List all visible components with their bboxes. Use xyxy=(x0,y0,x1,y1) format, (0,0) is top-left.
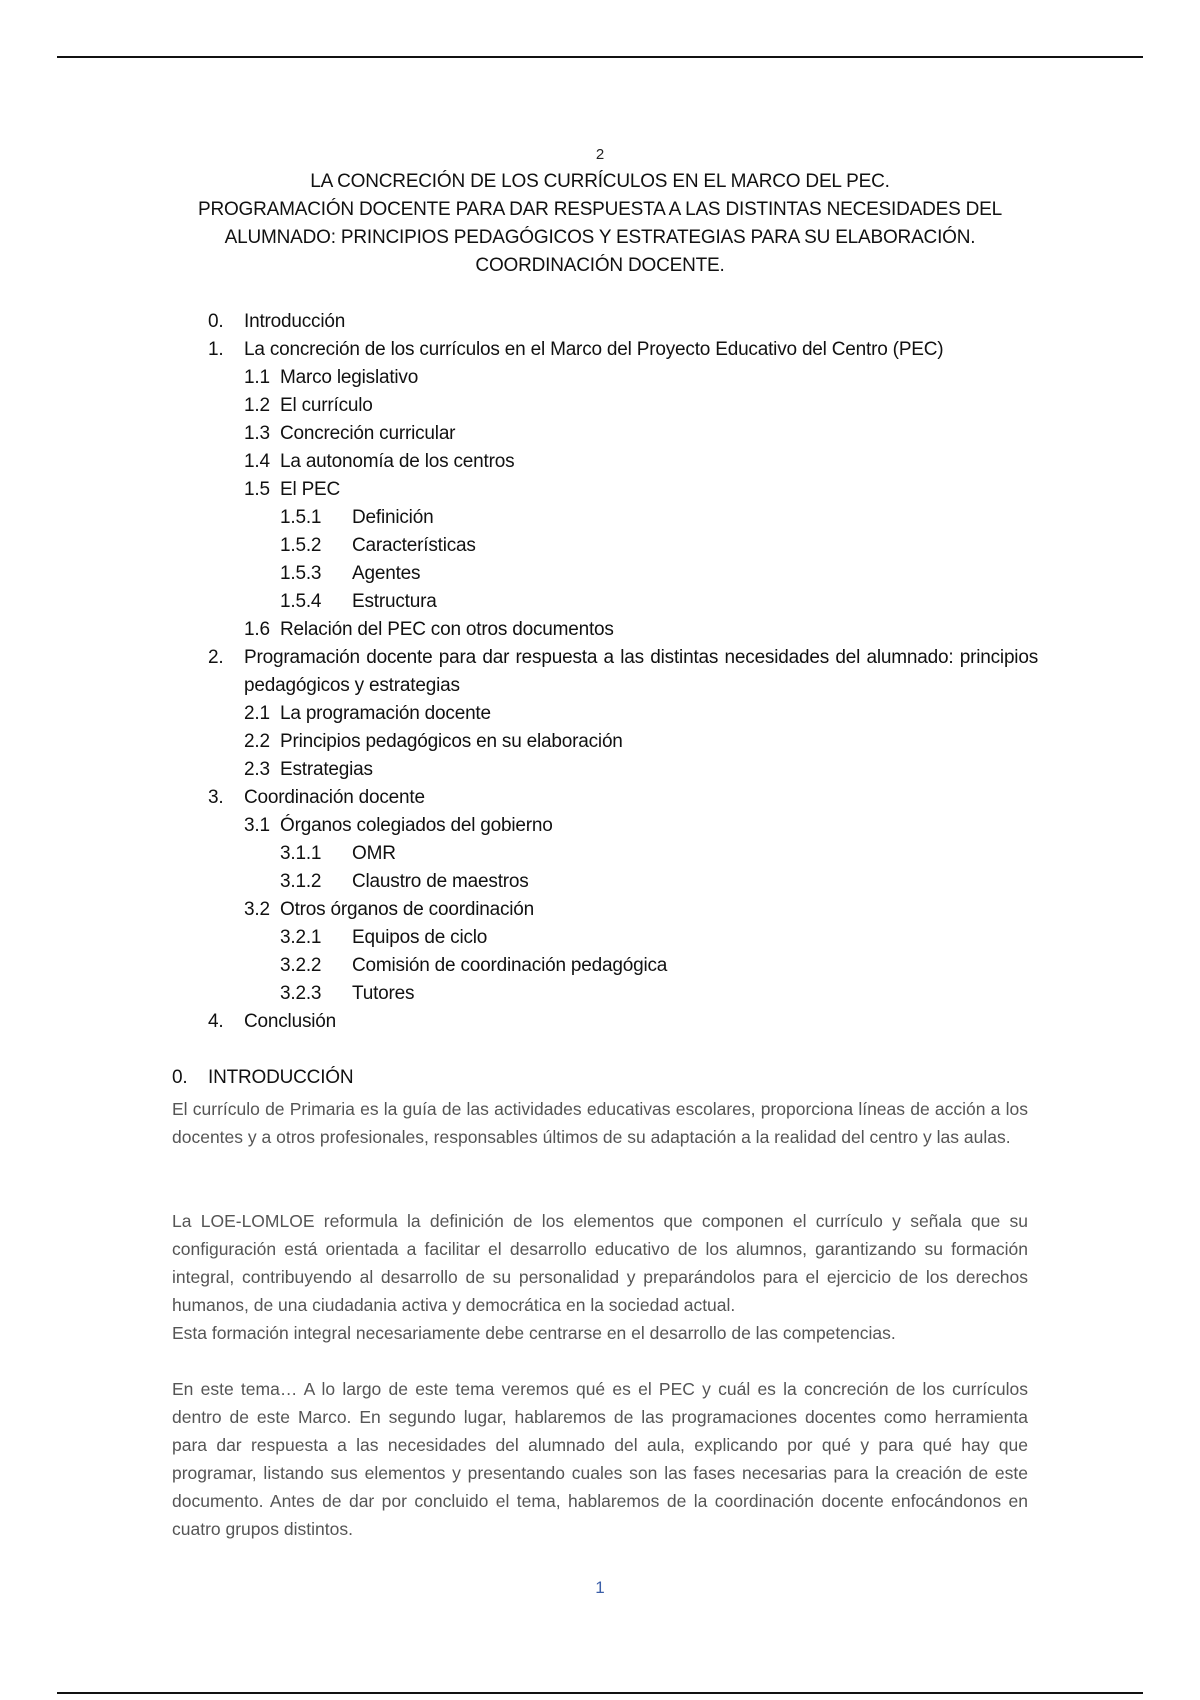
toc-entry-number: 3.2.3 xyxy=(280,983,322,1004)
paragraph xyxy=(172,1375,1028,1543)
toc-entry-number: 2.1 xyxy=(244,703,270,724)
toc-entry-number: 1.5.1 xyxy=(280,507,322,528)
toc-entry-number: 1.5.4 xyxy=(280,591,322,612)
toc-entry xyxy=(208,336,1038,364)
toc-entry xyxy=(208,1008,1038,1036)
toc-entry xyxy=(208,616,1038,644)
toc-entry-label: Conclusión xyxy=(244,1011,336,1032)
table-of-contents xyxy=(208,308,1038,1036)
toc-entry xyxy=(208,756,1038,784)
toc-entry-number: 2.3 xyxy=(244,759,270,780)
section-number: 0. xyxy=(172,1067,188,1088)
toc-entry-label: La programación docente xyxy=(280,703,491,724)
title-line: PROGRAMACIÓN DOCENTE PARA DAR RESPUESTA A LAS DISTINTAS NECESIDADES DEL xyxy=(197,199,1003,220)
toc-entry xyxy=(208,560,1038,588)
toc-entry-label: Órganos colegiados del gobierno xyxy=(280,815,553,836)
toc-entry xyxy=(208,532,1038,560)
paragraph xyxy=(172,1095,1028,1151)
toc-entry xyxy=(208,476,1038,504)
toc-entry-label: El PEC xyxy=(280,479,341,500)
title-line: LA CONCRECIÓN DE LOS CURRÍCULOS EN EL MARCO DEL PEC. xyxy=(310,171,890,192)
toc-entry-label: Concreción curricular xyxy=(280,423,456,444)
paragraph xyxy=(172,1207,1028,1347)
header-page-number: 2 xyxy=(595,146,605,163)
toc-entry-label: Agentes xyxy=(352,563,421,584)
toc-entry-number: 1.5 xyxy=(244,479,270,500)
toc-entry-number: 1.5.3 xyxy=(280,563,322,584)
toc-entry-label: El currículo xyxy=(280,395,373,416)
title-line: COORDINACIÓN DOCENTE. xyxy=(475,255,725,276)
document-title xyxy=(170,168,1030,280)
paragraph-text: La LOE-LOMLOE reformula la definición de los elementos que componen el currículo y señala que su configuración está orientada a facilitar el desarrollo educativo de los alumnos, garantizando su formación integral, contribuyendo al desarrollo de su personalidad y preparándolos para el ejercicio de los derechos humanos, de una ciudadania activa y democrática en la sociedad actual. xyxy=(172,1211,1028,1315)
toc-entry-number: 0. xyxy=(208,311,224,332)
toc-entry-number: 1.6 xyxy=(244,619,270,640)
toc-entry-label: Introducción xyxy=(244,311,346,332)
section-heading xyxy=(172,1067,353,1089)
toc-entry-number: 3.1.2 xyxy=(280,871,322,892)
toc-entry-number: 3.2.1 xyxy=(280,927,322,948)
toc-entry-label: Tutores xyxy=(352,983,415,1004)
toc-entry xyxy=(208,840,1038,868)
paragraph-text: En este tema… A lo largo de este tema veremos qué es el PEC y cuál es la concreción de los currículos dentro de este Marco. En segundo lugar, hablaremos de las programaciones docentes como herramienta para dar respuesta a las necesidades del alumnado del aula, explicando por qué y para qué hay que programar, listando sus elementos y presentando cuales son las fases necesarias para la creación de este documento. Antes de dar por concluido el tema, hablaremos de la coordinación docente enfocándonos en cuatro grupos distintos. xyxy=(172,1379,1028,1539)
section-title: INTRODUCCIÓN xyxy=(208,1067,354,1088)
toc-entry-label: Otros órganos de coordinación xyxy=(280,899,535,920)
toc-entry-number: 3. xyxy=(208,787,224,808)
toc-entry xyxy=(208,896,1038,924)
toc-entry xyxy=(208,924,1038,952)
toc-entry-number: 1.2 xyxy=(244,395,270,416)
toc-entry xyxy=(208,504,1038,532)
toc-entry xyxy=(208,980,1038,1008)
toc-entry-label: Características xyxy=(352,535,476,556)
toc-entry xyxy=(208,700,1038,728)
toc-entry xyxy=(208,784,1038,812)
toc-entry-number: 1. xyxy=(208,339,224,360)
paragraph-text: El currículo de Primaria es la guía de las actividades educativas escolares, proporciona líneas de acción a los docentes y a otros profesionales, responsables últimos de su adaptación a la realidad del centro y las aulas. xyxy=(172,1099,1028,1147)
toc-entry-number: 4. xyxy=(208,1011,224,1032)
toc-entry-label: Coordinación docente xyxy=(244,787,425,808)
toc-entry-number: 1.1 xyxy=(244,367,270,388)
toc-entry xyxy=(208,644,1038,700)
title-line: ALUMNADO: PRINCIPIOS PEDAGÓGICOS Y ESTRATEGIAS PARA SU ELABORACIÓN. xyxy=(224,227,976,248)
toc-entry-number: 3.2.2 xyxy=(280,955,322,976)
toc-entry-number: 3.2 xyxy=(244,899,270,920)
toc-entry xyxy=(208,308,1038,336)
toc-entry-label: Definición xyxy=(352,507,434,528)
toc-entry-number: 3.1.1 xyxy=(280,843,322,864)
toc-entry xyxy=(208,364,1038,392)
toc-entry-number: 1.3 xyxy=(244,423,270,444)
toc-entry-label: Estrategias xyxy=(280,759,373,780)
toc-entry-label: OMR xyxy=(352,843,396,864)
toc-entry xyxy=(208,448,1038,476)
toc-entry-number: 1.4 xyxy=(244,451,270,472)
toc-entry-number: 2.2 xyxy=(244,731,270,752)
toc-entry xyxy=(208,588,1038,616)
toc-entry-number: 2. xyxy=(208,647,224,668)
toc-entry xyxy=(208,868,1038,896)
toc-entry-number: 3.1 xyxy=(244,815,270,836)
toc-entry xyxy=(208,392,1038,420)
toc-entry-label: La concreción de los currículos en el Marco del Proyecto Educativo del Centro (PEC) xyxy=(244,339,944,360)
toc-entry xyxy=(208,952,1038,980)
bottom-rule xyxy=(57,1692,1143,1694)
toc-entry xyxy=(208,728,1038,756)
toc-entry-label: Marco legislativo xyxy=(280,367,419,388)
toc-entry-label: Estructura xyxy=(352,591,437,612)
footer-page-number: 1 xyxy=(595,1578,605,1597)
toc-entry-label: Comisión de coordinación pedagógica xyxy=(352,955,668,976)
paragraph-text: Esta formación integral necesariamente debe centrarse en el desarrollo de las competencias. xyxy=(172,1323,896,1343)
toc-entry-label: La autonomía de los centros xyxy=(280,451,515,472)
toc-entry xyxy=(208,812,1038,840)
toc-entry-number: 1.5.2 xyxy=(280,535,322,556)
toc-entry-label: Relación del PEC con otros documentos xyxy=(280,619,614,640)
toc-entry-label: Equipos de ciclo xyxy=(352,927,488,948)
toc-entry-label: Programación docente para dar respuesta a las distintas necesidades del alumnado: principios pedagógicos y estrategias xyxy=(244,647,1038,696)
toc-entry-label: Claustro de maestros xyxy=(352,871,529,892)
top-rule xyxy=(57,56,1143,58)
toc-entry xyxy=(208,420,1038,448)
toc-entry-label: Principios pedagógicos en su elaboración xyxy=(280,731,623,752)
